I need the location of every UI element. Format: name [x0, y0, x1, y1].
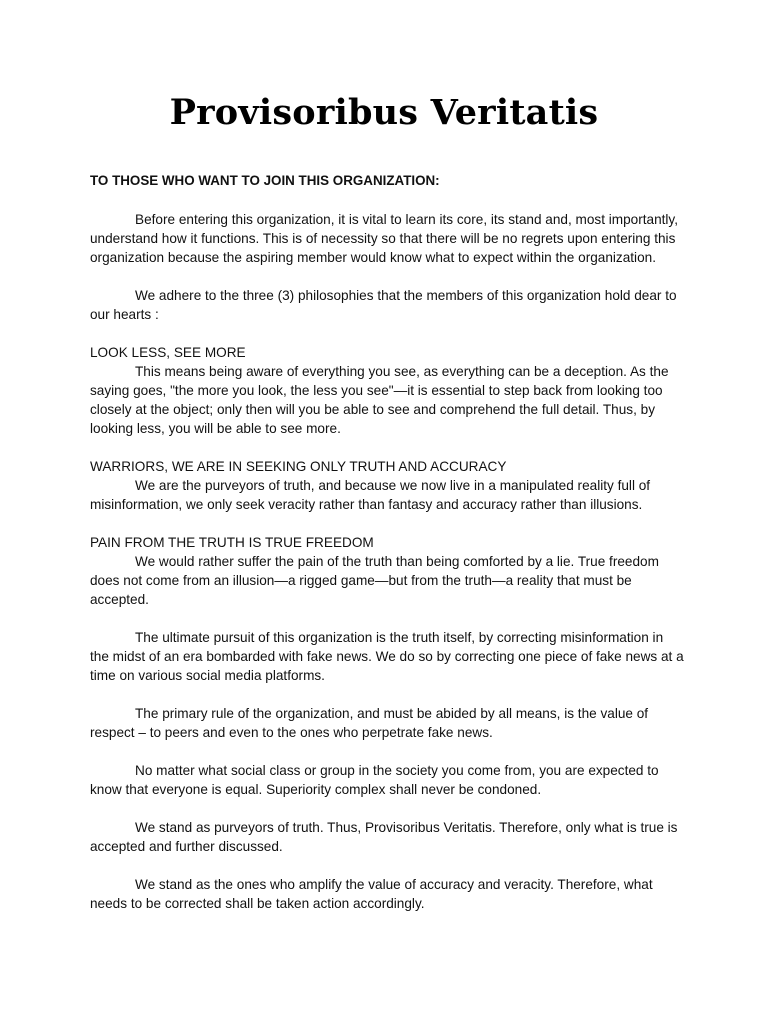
- philosophy-body: We would rather suffer the pain of the truth than being comforted by a lie. True freedom does not come from an illusion—a rigged game—but from the truth—a reality that must be accepted.: [90, 554, 659, 607]
- philosophy-title: WARRIORS, WE ARE IN SEEKING ONLY TRUTH AND ACCURACY: [90, 459, 507, 474]
- section-heading: TO THOSE WHO WANT TO JOIN THIS ORGANIZATION:: [90, 173, 440, 188]
- philosophy-body: We are the purveyors of truth, and because we now live in a manipulated reality full of misinformation, we only seek veracity rather than fantasy and accuracy rather than illusions.: [90, 478, 651, 512]
- closing-paragraph: The primary rule of the organization, and must be abided by all means, is the value of respect – to peers and even to the ones who perpetrate fake news.: [90, 706, 649, 740]
- philosophy-title: LOOK LESS, SEE MORE: [90, 345, 246, 360]
- closing-paragraph: We stand as the ones who amplify the value of accuracy and veracity. Therefore, what needs to be corrected shall be taken action accordingly.: [90, 877, 653, 911]
- closing-paragraph: No matter what social class or group in the society you come from, you are expected to know that everyone is equal. Superiority complex shall never be condoned.: [90, 763, 659, 797]
- philosophy-title: PAIN FROM THE TRUTH IS TRUE FREEDOM: [90, 535, 374, 550]
- closing-paragraph: The ultimate pursuit of this organization is the truth itself, by correcting misinformation in the midst of an era bombarded with fake news. We do so by correcting one piece of fake news at a time on various social media platforms.: [90, 630, 684, 683]
- philosophy-body: This means being aware of everything you see, as everything can be a deception. As the saying goes, "the more you look, the less you see"—it is essential to step back from looking too closely at the object; only then will you be able to see and comprehend the full detail. Thus, by looking less, you will be able to see more.: [90, 364, 669, 436]
- document-title: Provisoribus Veritatis: [169, 92, 599, 133]
- intro-paragraph: We adhere to the three (3) philosophies that the members of this organization hold dear to our hearts :: [90, 288, 677, 322]
- document-body: [90, 171, 684, 932]
- closing-paragraph: We stand as purveyors of truth. Thus, Provisoribus Veritatis. Therefore, only what is true is accepted and further discussed.: [90, 820, 678, 854]
- intro-paragraph: Before entering this organization, it is vital to learn its core, its stand and, most importantly, understand how it functions. This is of necessity so that there will be no regrets upon entering this organization because the aspiring member would know what to expect within the organization.: [90, 212, 678, 265]
